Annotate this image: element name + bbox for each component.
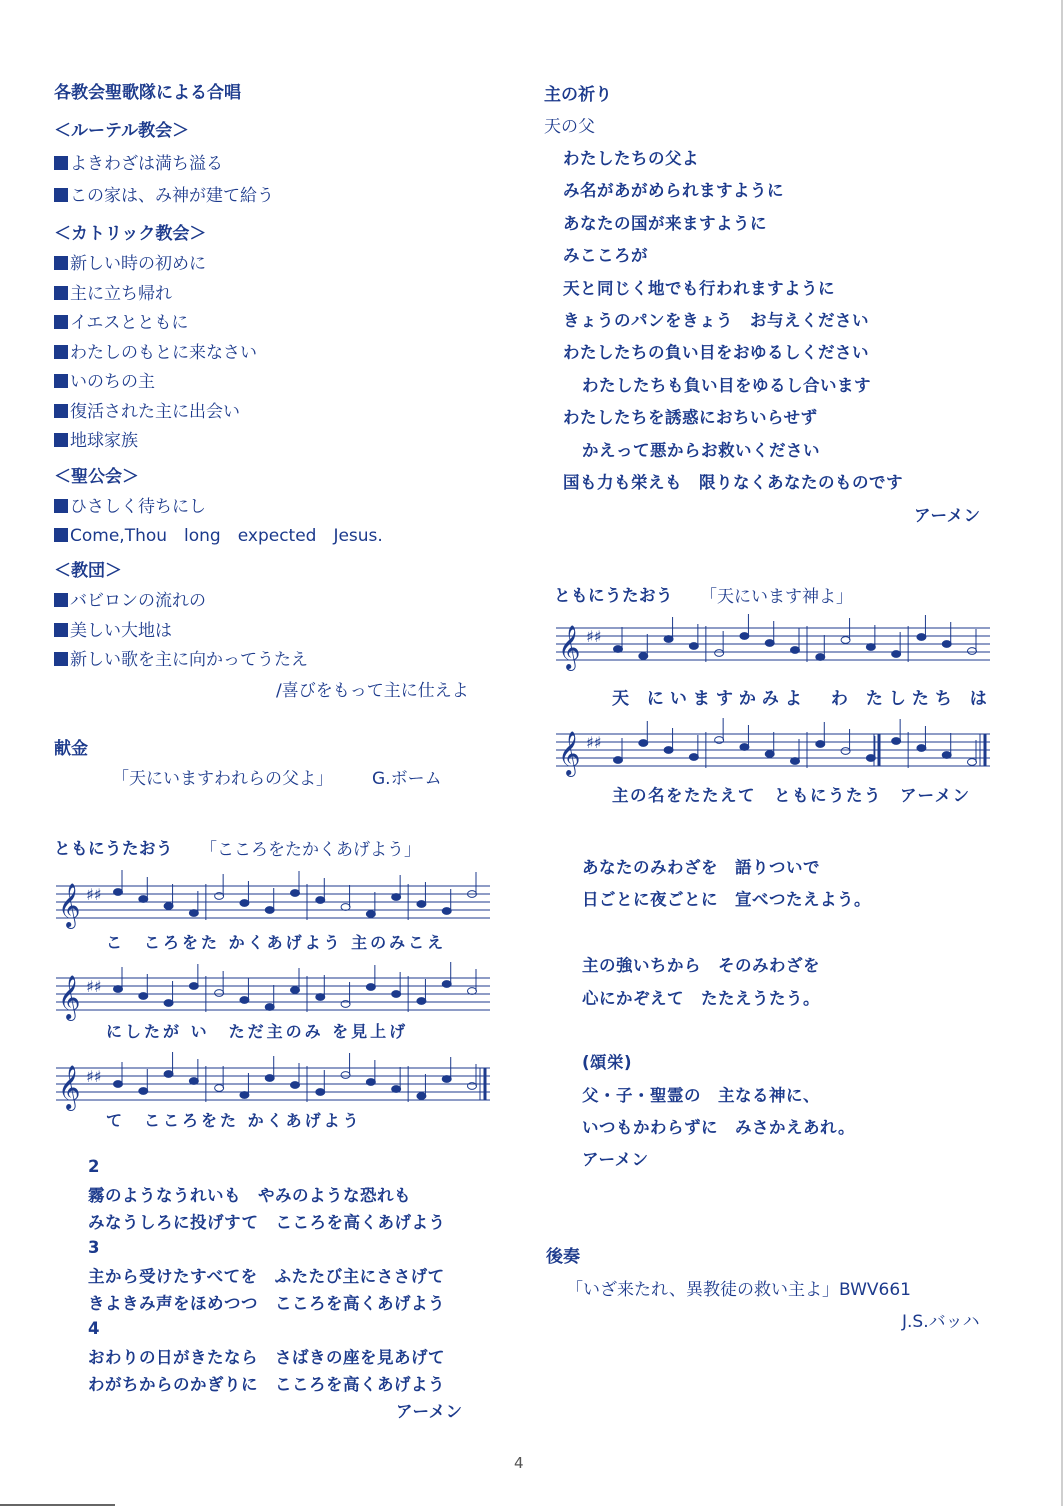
note-head xyxy=(114,889,123,896)
list-item: ひさしく待ちにし xyxy=(54,492,206,517)
note-head xyxy=(366,1079,375,1086)
note-head xyxy=(468,988,477,995)
catholic-header: ＜カトリック教会＞ xyxy=(54,224,207,244)
note-head xyxy=(291,987,300,994)
lyric-line: て こころをた かくあげよう xyxy=(106,1111,362,1130)
note-head xyxy=(366,984,375,991)
square-bullet-icon xyxy=(54,433,68,447)
note-head xyxy=(942,641,951,648)
verse-number: 2 xyxy=(88,1157,100,1176)
square-bullet-icon xyxy=(54,156,68,170)
note-head xyxy=(164,1071,173,1078)
prayer-line: わたしたちを誘惑におちいらせず xyxy=(563,408,818,427)
treble-clef-icon: 𝄞 xyxy=(58,1065,81,1109)
note-head xyxy=(442,1076,451,1083)
prayer-line: みこころが xyxy=(563,246,648,265)
note-head xyxy=(341,1072,350,1079)
notes xyxy=(614,614,977,662)
square-bullet-icon xyxy=(54,623,68,637)
sharp-icon: ♯♯ xyxy=(86,885,102,904)
doxology-amen: アーメン xyxy=(582,1150,649,1169)
note-head xyxy=(917,745,926,752)
music-staff xyxy=(56,970,490,1022)
note-head xyxy=(892,738,901,745)
prayer-line: わたしたちの父よ xyxy=(563,149,699,168)
doxology-label: (頌栄) xyxy=(582,1053,633,1072)
verse-number: 4 xyxy=(88,1319,100,1338)
treble-clef-icon: 𝄞 xyxy=(558,625,581,669)
postlude-piece: 「いざ来たれ、異教徒の救い主よ」BWV661 xyxy=(566,1280,911,1300)
prayer-line: み名があがめられますように xyxy=(563,181,784,200)
square-bullet-icon xyxy=(54,652,68,666)
square-bullet-icon xyxy=(54,315,68,329)
prayer-line: 天と同じく地でも行われますように xyxy=(563,279,835,298)
list-item: イエスとともに xyxy=(54,308,188,333)
sharp-icon: ♯♯ xyxy=(586,733,602,752)
prayer-amen: アーメン xyxy=(914,506,981,525)
prayer-line: わたしたちの負い目をおゆるしください xyxy=(563,343,869,362)
verse-line: 主の強いちから そのみわざを xyxy=(582,956,820,975)
music-staff xyxy=(56,878,490,930)
list-item: バビロンの流れの xyxy=(54,586,206,611)
doxology-line: 父・子・聖霊の 主なる神に、 xyxy=(582,1086,820,1105)
notes xyxy=(614,718,977,768)
note-head xyxy=(139,896,148,903)
note-head xyxy=(639,740,648,747)
square-bullet-icon xyxy=(54,499,68,513)
verse-line: 主から受けたすべてを ふたたび主にささげて xyxy=(88,1267,445,1286)
note-head xyxy=(689,643,698,650)
note-head xyxy=(740,744,749,751)
lyric-line: こ ころをた かくあげよう 主のみこえ xyxy=(106,933,447,952)
page-number: 4 xyxy=(514,1454,524,1472)
note-head xyxy=(215,1085,224,1092)
verse-number: 3 xyxy=(88,1238,100,1257)
lyric-line: にしたが い ただ主のみ を見上げ xyxy=(106,1022,409,1041)
notes xyxy=(114,870,477,920)
song-name: 「こころをたかくあげよう」 xyxy=(200,840,421,860)
note-head xyxy=(265,1004,274,1011)
sharp-icon: ♯♯ xyxy=(86,977,102,996)
note-head xyxy=(892,651,901,658)
note-head xyxy=(139,993,148,1000)
list-item: Come,Thou long expected Jesus. xyxy=(54,521,383,546)
note-head xyxy=(417,1093,426,1100)
note-head xyxy=(664,747,673,754)
note-head xyxy=(841,748,850,755)
kyodan-note: /喜びをもって主に仕えよ xyxy=(276,681,469,701)
prayer-line: 国も力も栄えも 限りなくあなたのものです xyxy=(563,473,903,492)
square-bullet-icon xyxy=(54,404,68,418)
doxology-line: いつもかわらずに みさかえあれ。 xyxy=(582,1118,855,1137)
kyodan-header: ＜教団＞ xyxy=(54,561,122,581)
verse-line: わがちからのかぎりに こころを高くあげよう xyxy=(88,1375,445,1394)
note-head xyxy=(392,991,401,998)
list-item: 新しい歌を主に向かってうたえ xyxy=(54,645,308,670)
verse-line: きよきみ声をほめつつ こころを高くあげよう xyxy=(88,1294,445,1313)
note-head xyxy=(215,990,224,997)
prayer-line: あなたの国が来ますように xyxy=(563,214,767,233)
treble-clef-icon: 𝄞 xyxy=(58,883,81,927)
list-item: よきわざは満ち溢る xyxy=(54,149,223,174)
verse-line: おわりの日がきたなら さばきの座を見あげて xyxy=(88,1348,445,1367)
note-head xyxy=(316,994,325,1001)
note-head xyxy=(139,1088,148,1095)
list-item: 主に立ち帰れ xyxy=(54,279,172,304)
lutheran-header: ＜ルーテル教会＞ xyxy=(54,121,190,141)
notes xyxy=(114,1052,477,1102)
note-head xyxy=(189,983,198,990)
note-head xyxy=(614,757,623,764)
note-head xyxy=(392,1086,401,1093)
note-head xyxy=(816,654,825,661)
choir-title: 各教会聖歌隊による合唱 xyxy=(54,83,241,103)
note-head xyxy=(639,653,648,660)
prayer-line: わたしたちも負い目をゆるし合います xyxy=(582,376,871,395)
note-head xyxy=(240,900,249,907)
offering-composer: G.ボーム xyxy=(372,769,442,789)
note-head xyxy=(715,650,724,657)
offering-piece: 「天にいますわれらの父よ」 xyxy=(112,769,333,789)
note-head xyxy=(316,1089,325,1096)
square-bullet-icon xyxy=(54,528,68,542)
note-head xyxy=(417,998,426,1005)
treble-clef-icon: 𝄞 xyxy=(558,731,581,775)
note-head xyxy=(442,908,451,915)
song-title: ともにうたおう xyxy=(554,586,673,605)
note-head xyxy=(816,741,825,748)
note-head xyxy=(968,759,977,766)
note-head xyxy=(942,752,951,759)
note-head xyxy=(765,640,774,647)
prayer-intro: 天の父 xyxy=(544,117,595,137)
verse-line: 心にかぞえて たたえうたう。 xyxy=(582,989,820,1008)
note-head xyxy=(240,1092,249,1099)
note-head xyxy=(664,636,673,643)
music-staff xyxy=(56,1060,490,1112)
music-staff xyxy=(556,726,990,778)
treble-clef-icon: 𝄞 xyxy=(58,975,81,1019)
square-bullet-icon xyxy=(54,286,68,300)
note-head xyxy=(791,647,800,654)
postlude-composer: J.S.バッハ xyxy=(902,1312,980,1332)
note-head xyxy=(114,1081,123,1088)
note-head xyxy=(265,1075,274,1082)
note-head xyxy=(316,897,325,904)
lyric-line: 主の名をたたえて ともにうたう アーメン xyxy=(612,786,971,805)
note-head xyxy=(917,634,926,641)
note-head xyxy=(968,648,977,655)
note-head xyxy=(341,904,350,911)
note-head xyxy=(265,907,274,914)
notes xyxy=(114,962,477,1012)
anglican-header: ＜聖公会＞ xyxy=(54,467,139,487)
note-head xyxy=(114,986,123,993)
note-head xyxy=(392,894,401,901)
note-head xyxy=(164,903,173,910)
list-item: いのちの主 xyxy=(54,367,155,392)
note-head xyxy=(841,637,850,644)
note-head xyxy=(164,1000,173,1007)
list-item: 美しい大地は xyxy=(54,616,172,641)
sharp-icon: ♯♯ xyxy=(86,1067,102,1086)
note-head xyxy=(366,911,375,918)
list-item: この家は、み神が建て給う xyxy=(54,181,274,206)
list-item: 復活された主に出会い xyxy=(54,397,240,422)
verse-line: あなたのみわざを 語りついで xyxy=(582,858,820,877)
list-item: 地球家族 xyxy=(54,426,138,451)
song-title: ともにうたおう xyxy=(54,839,173,858)
postlude-title: 後奏 xyxy=(546,1247,580,1267)
square-bullet-icon xyxy=(54,374,68,388)
verse-line: 日ごとに夜ごとに 宣べつたえよう。 xyxy=(582,890,871,909)
verse-line: 霧のようなうれいも やみのような恐れも xyxy=(88,1186,411,1205)
list-item: 新しい時の初めに xyxy=(54,249,206,274)
note-head xyxy=(442,981,451,988)
note-head xyxy=(291,890,300,897)
prayer-title: 主の祈り xyxy=(544,85,612,105)
music-staff xyxy=(556,620,990,672)
note-head xyxy=(189,910,198,917)
note-head xyxy=(791,758,800,765)
amen: アーメン xyxy=(396,1402,463,1421)
song-name: 「天にいます神よ」 xyxy=(700,587,853,607)
square-bullet-icon xyxy=(54,593,68,607)
note-head xyxy=(291,1082,300,1089)
note-head xyxy=(189,1078,198,1085)
verse-line: みなうしろに投げすて こころを高くあげよう xyxy=(88,1213,446,1232)
sharp-icon: ♯♯ xyxy=(586,627,602,646)
note-head xyxy=(417,901,426,908)
square-bullet-icon xyxy=(54,188,68,202)
square-bullet-icon xyxy=(54,256,68,270)
note-head xyxy=(740,633,749,640)
lyric-line: 天 にいますかみよ わ たしたち は xyxy=(612,689,993,709)
square-bullet-icon xyxy=(54,345,68,359)
note-head xyxy=(765,751,774,758)
prayer-line: きょうのパンをきょう お与えください xyxy=(563,311,869,330)
note-head xyxy=(689,754,698,761)
note-head xyxy=(240,997,249,1004)
prayer-line: かえって悪からお救いください xyxy=(582,441,820,460)
list-item: わたしのもとに来なさい xyxy=(54,338,257,363)
offering-title: 献金 xyxy=(54,739,88,759)
note-head xyxy=(866,644,875,651)
note-head xyxy=(614,646,623,653)
